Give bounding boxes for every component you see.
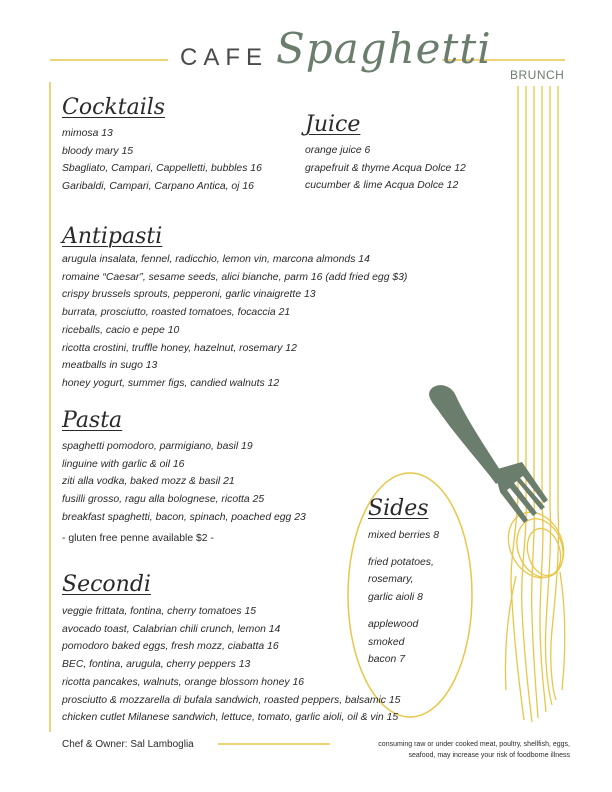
list-item: crispy brussels sprouts, pepperoni, garlic vinaigrette 13 xyxy=(62,289,316,301)
list-item: ziti alla vodka, baked mozz & basil 21 xyxy=(62,476,235,488)
juice-heading: Juice xyxy=(305,112,361,137)
cocktails-heading: Cocktails xyxy=(62,95,166,120)
list-item: romaine “Caesar”, sesame seeds, alici bianche, parm 16 (add fried egg $3) xyxy=(62,271,408,283)
juice-list xyxy=(305,142,466,195)
list-item: rosemary, xyxy=(368,574,414,586)
disclaimer-line: consuming raw or under cooked meat, poultry, shellfish, eggs, xyxy=(378,741,570,748)
secondi-list xyxy=(62,603,400,727)
list-item: bloody mary 15 xyxy=(62,145,134,157)
list-item: pomodoro baked eggs, fresh mozz, ciabatta 16 xyxy=(62,641,279,653)
list-item: avocado toast, Calabrian chili crunch, lemon 14 xyxy=(62,623,281,635)
list-spacer xyxy=(368,545,439,554)
pasta-list xyxy=(62,438,306,527)
list-item: burrata, prosciutto, roasted tomatoes, focaccia 21 xyxy=(62,307,291,319)
menu-subtitle: BRUNCH xyxy=(510,68,565,82)
list-item: prosciutto & mozzarella di bufala sandwich, roasted peppers, balsamic 15 xyxy=(62,694,401,706)
list-item: mixed berries 8 xyxy=(368,530,440,541)
list-item: riceballs, cacio e pepe 10 xyxy=(62,324,180,336)
antipasti-list xyxy=(62,251,407,393)
disclaimer-line: seafood, may increase your risk of foodborne illness xyxy=(408,752,570,759)
spaghetti-strands-illustration xyxy=(498,86,574,722)
cafe-wordmark: CAFE xyxy=(180,44,269,71)
chef-owner-credit: Chef & Owner: Sal Lamboglia xyxy=(62,739,194,750)
list-item: fusilli grosso, ragu alla bolognese, ricotta 25 xyxy=(62,494,265,506)
list-item: honey yogurt, summer figs, candied walnuts 12 xyxy=(62,377,280,389)
list-item: grapefruit & thyme Acqua Dolce 12 xyxy=(305,162,466,174)
list-item: linguine with garlic & oil 16 xyxy=(62,458,185,470)
list-item: Garibaldi, Campari, Carpano Antica, oj 16 xyxy=(62,181,254,193)
list-item: breakfast spaghetti, bacon, spinach, poached egg 23 xyxy=(62,511,306,523)
spaghetti-script-wordmark: Spaghetti xyxy=(276,24,492,73)
pasta-heading: Pasta xyxy=(62,408,123,433)
list-item: smoked xyxy=(368,636,405,648)
gluten-free-note: - gluten free penne available $2 - xyxy=(62,533,214,544)
list-item: fried potatoes, xyxy=(368,556,434,568)
list-item: BEC, fontina, arugula, cherry peppers 13 xyxy=(62,659,251,671)
list-item: chicken cutlet Milanese sandwich, lettuce, tomato, garlic aioli, oil & vin 15 xyxy=(62,712,399,724)
list-item: orange juice 6 xyxy=(305,145,371,156)
list-item: garlic aioli 8 xyxy=(368,592,423,604)
health-disclaimer xyxy=(330,739,570,761)
list-item: spaghetti pomodoro, parmigiano, basil 19 xyxy=(62,441,253,452)
fork-icon xyxy=(429,385,548,523)
secondi-heading: Secondi xyxy=(62,572,151,597)
list-item: ricotta pancakes, walnuts, orange blossom honey 16 xyxy=(62,676,305,688)
list-item: ricotta crostini, truffle honey, hazelnut, rosemary 12 xyxy=(62,342,297,354)
list-item: arugula insalata, fennel, radicchio, lemon vin, marcona almonds 14 xyxy=(62,254,370,265)
list-item: Sbagliato, Campari, Cappelletti, bubbles 16 xyxy=(62,163,262,175)
list-item: applewood xyxy=(368,618,419,630)
list-item: bacon 7 xyxy=(368,654,405,666)
list-item: veggie frittata, fontina, cherry tomatoes 15 xyxy=(62,606,257,617)
cocktails-list xyxy=(62,125,262,196)
sides-heading: Sides xyxy=(368,496,429,521)
list-item: meatballs in sugo 13 xyxy=(62,360,158,372)
list-item: cucumber & lime Acqua Dolce 12 xyxy=(305,180,459,192)
list-item: mimosa 13 xyxy=(62,128,113,139)
antipasti-heading: Antipasti xyxy=(62,224,163,249)
